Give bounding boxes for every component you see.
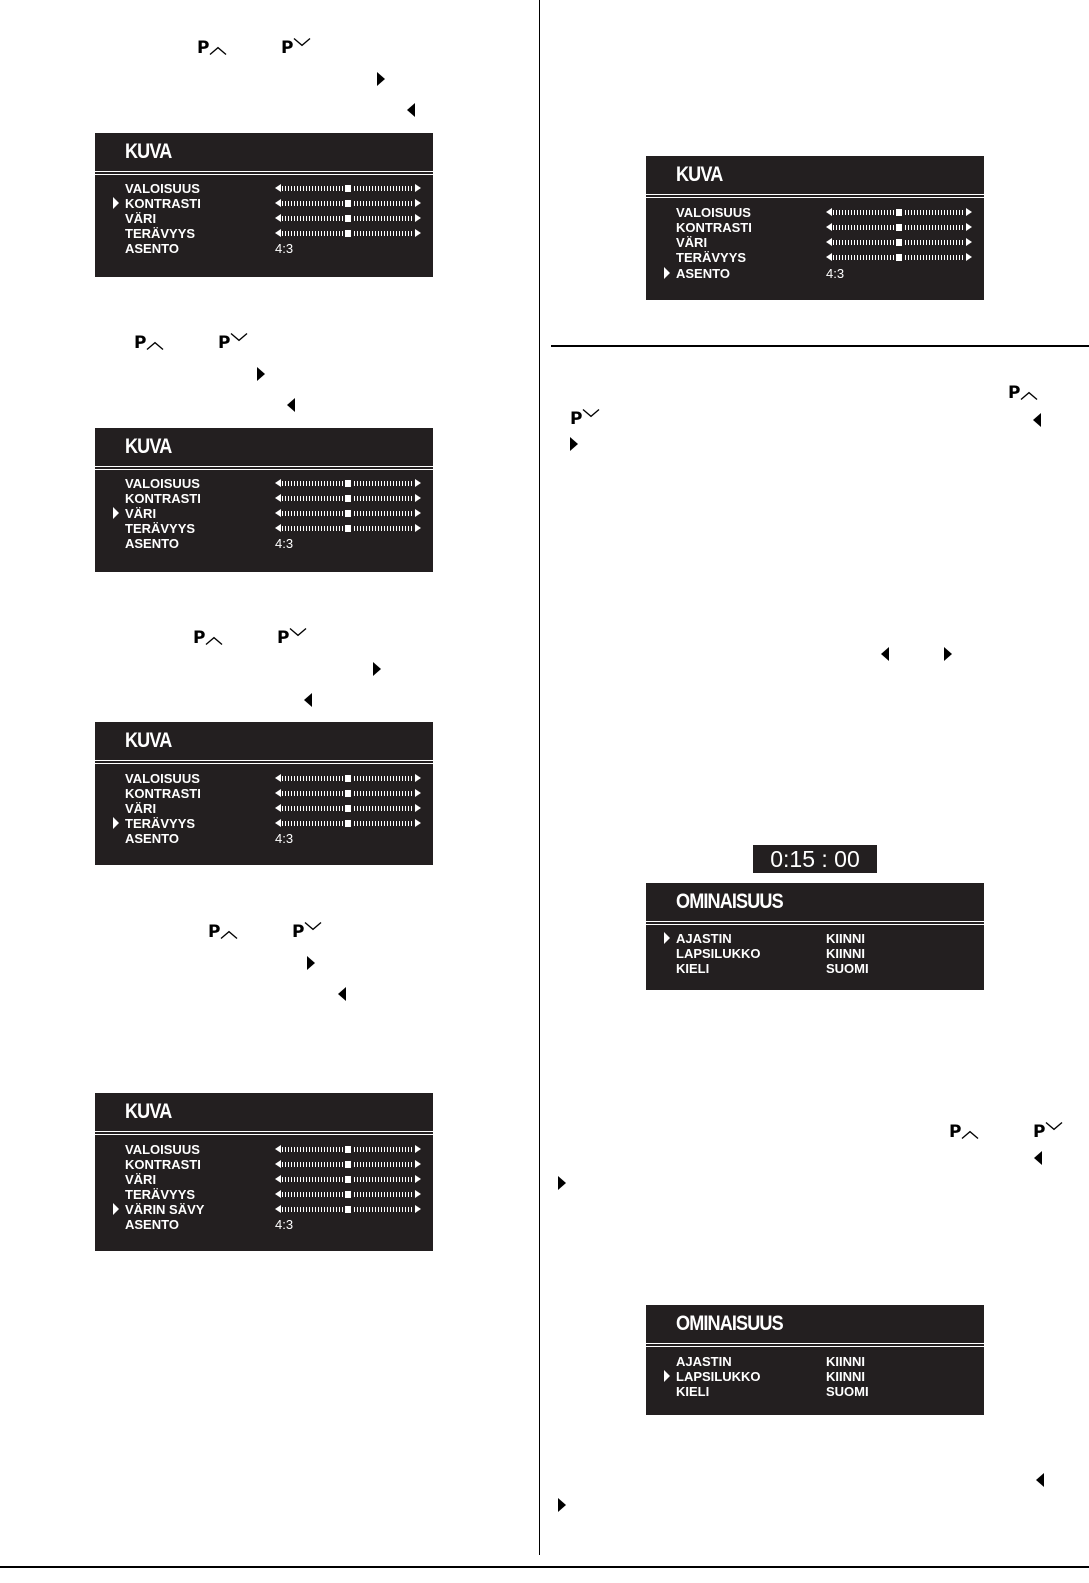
menu-title: KUVA — [125, 435, 172, 458]
menu-item-valoisuus: VALOISUUS — [125, 181, 200, 196]
section-divider — [551, 345, 1089, 347]
ajastin-value: KIINNI — [826, 931, 865, 946]
sleep-timer-display: 0:15 : 00 — [753, 845, 877, 873]
menu-title: KUVA — [125, 729, 172, 752]
slider-teravyys — [275, 819, 421, 828]
slider-knob — [344, 509, 352, 518]
arrow-right-icon — [558, 1498, 566, 1512]
ominaisuus-menu-osd — [646, 883, 984, 990]
asento-value: 4:3 — [275, 1217, 294, 1232]
slider-knob — [895, 208, 903, 217]
menu-item-vari: VÄRI — [125, 1172, 157, 1187]
arrow-left-icon — [881, 647, 889, 661]
menu-item-teravyys: TERÄVYYS — [125, 1187, 196, 1202]
arrow-left-icon — [1033, 413, 1041, 427]
slider-valoisuus — [275, 479, 421, 488]
menu-item-kontrasti: KONTRASTI — [676, 220, 752, 235]
menu-pointer-icon — [664, 932, 670, 944]
menu-item-varin-savy: VÄRIN SÄVY — [125, 1202, 205, 1217]
p-up-icon: P︿ — [193, 628, 223, 648]
slider-knob — [344, 524, 352, 533]
lapsilukko-value: KIINNI — [826, 1369, 865, 1384]
slider-knob — [344, 184, 352, 193]
arrow-right-icon — [257, 367, 265, 381]
slider-valoisuus — [275, 1145, 421, 1154]
p-down-icon: P﹀ — [570, 409, 600, 429]
menu-item-vari: VÄRI — [125, 506, 157, 521]
ominaisuus-menu-osd — [646, 1305, 984, 1415]
p-down-icon: P﹀ — [218, 333, 248, 353]
arrow-right-icon — [377, 72, 385, 86]
menu-item-lapsilukko: LAPSILUKKO — [676, 946, 761, 961]
asento-value: 4:3 — [275, 241, 294, 256]
slider-knob — [344, 199, 352, 208]
slider-knob — [344, 789, 352, 798]
slider-vari — [275, 509, 421, 518]
slider-teravyys — [275, 1190, 421, 1199]
menu-item-vari: VÄRI — [125, 211, 157, 226]
slider-valoisuus — [826, 208, 972, 217]
slider-valoisuus — [275, 184, 421, 193]
menu-pointer-icon — [113, 1203, 119, 1215]
slider-knob — [344, 804, 352, 813]
slider-knob — [895, 223, 903, 232]
menu-pointer-icon — [664, 267, 670, 279]
slider-knob — [344, 479, 352, 488]
arrow-right-icon — [570, 437, 578, 451]
arrow-right-icon — [373, 662, 381, 676]
asento-value: 4:3 — [275, 536, 294, 551]
arrow-left-icon — [338, 987, 346, 1001]
slider-vari — [275, 214, 421, 223]
asento-value: 4:3 — [275, 831, 294, 846]
menu-pointer-icon — [113, 817, 119, 829]
kuva-menu-osd — [646, 156, 984, 300]
slider-varin-savy — [275, 1205, 421, 1214]
menu-title: OMINAISUUS — [676, 1312, 783, 1335]
p-up-icon: P︿ — [197, 38, 227, 58]
page-bottom-rule — [0, 1566, 1089, 1568]
slider-knob — [344, 494, 352, 503]
menu-item-ajastin: AJASTIN — [676, 1354, 732, 1369]
slider-vari — [275, 1175, 421, 1184]
menu-item-kontrasti: KONTRASTI — [125, 786, 201, 801]
slider-teravyys — [275, 229, 421, 238]
p-up-icon: P︿ — [208, 922, 238, 942]
p-down-icon: P﹀ — [1033, 1122, 1063, 1142]
menu-item-valoisuus: VALOISUUS — [125, 1142, 200, 1157]
menu-item-ajastin: AJASTIN — [676, 931, 732, 946]
slider-knob — [344, 1145, 352, 1154]
menu-item-vari: VÄRI — [125, 801, 157, 816]
column-divider — [539, 0, 540, 1555]
slider-valoisuus — [275, 774, 421, 783]
slider-kontrasti — [275, 789, 421, 798]
slider-knob — [344, 774, 352, 783]
kuva-menu-osd — [95, 1093, 433, 1251]
menu-item-asento: ASENTO — [125, 536, 179, 551]
kuva-menu-osd — [95, 428, 433, 572]
slider-vari — [826, 238, 972, 247]
p-down-icon: P﹀ — [281, 38, 311, 58]
menu-item-valoisuus: VALOISUUS — [125, 476, 200, 491]
kuva-menu-osd — [95, 722, 433, 865]
slider-teravyys — [826, 253, 972, 262]
slider-knob — [344, 214, 352, 223]
menu-item-asento: ASENTO — [676, 266, 730, 281]
menu-pointer-icon — [113, 197, 119, 209]
menu-item-vari: VÄRI — [676, 235, 708, 250]
ajastin-value: KIINNI — [826, 1354, 865, 1369]
slider-kontrasti — [275, 199, 421, 208]
slider-knob — [344, 819, 352, 828]
arrow-left-icon — [1036, 1473, 1044, 1487]
menu-item-valoisuus: VALOISUUS — [676, 205, 751, 220]
p-down-icon: P﹀ — [277, 628, 307, 648]
menu-item-lapsilukko: LAPSILUKKO — [676, 1369, 761, 1384]
menu-item-teravyys: TERÄVYYS — [125, 521, 196, 536]
menu-item-teravyys: TERÄVYYS — [676, 250, 747, 265]
kieli-value: SUOMI — [826, 1384, 869, 1399]
kuva-menu-osd — [95, 133, 433, 277]
menu-item-kontrasti: KONTRASTI — [125, 196, 201, 211]
menu-title: KUVA — [676, 163, 723, 186]
menu-item-valoisuus: VALOISUUS — [125, 771, 200, 786]
slider-kontrasti — [275, 1160, 421, 1169]
slider-vari — [275, 804, 421, 813]
menu-item-kontrasti: KONTRASTI — [125, 1157, 201, 1172]
slider-knob — [344, 1190, 352, 1199]
p-up-icon: P︿ — [1008, 383, 1038, 403]
p-down-icon: P﹀ — [292, 922, 322, 942]
lapsilukko-value: KIINNI — [826, 946, 865, 961]
kieli-value: SUOMI — [826, 961, 869, 976]
arrow-left-icon — [407, 103, 415, 117]
slider-knob — [344, 1160, 352, 1169]
menu-item-asento: ASENTO — [125, 1217, 179, 1232]
slider-knob — [895, 253, 903, 262]
menu-item-teravyys: TERÄVYYS — [125, 226, 196, 241]
arrow-right-icon — [558, 1176, 566, 1190]
arrow-right-icon — [307, 956, 315, 970]
menu-title: KUVA — [125, 140, 172, 163]
arrow-left-icon — [1034, 1151, 1042, 1165]
menu-item-kieli: KIELI — [676, 961, 710, 976]
menu-pointer-icon — [113, 507, 119, 519]
slider-knob — [344, 1175, 352, 1184]
menu-item-kontrasti: KONTRASTI — [125, 491, 201, 506]
menu-pointer-icon — [664, 1370, 670, 1382]
arrow-left-icon — [287, 398, 295, 412]
slider-teravyys — [275, 524, 421, 533]
menu-item-asento: ASENTO — [125, 241, 179, 256]
menu-title: OMINAISUUS — [676, 890, 783, 913]
asento-value: 4:3 — [826, 266, 845, 281]
p-up-icon: P︿ — [949, 1122, 979, 1142]
slider-knob — [344, 1205, 352, 1214]
menu-item-kieli: KIELI — [676, 1384, 710, 1399]
p-up-icon: P︿ — [134, 333, 164, 353]
arrow-left-icon — [304, 693, 312, 707]
menu-item-teravyys: TERÄVYYS — [125, 816, 196, 831]
menu-title: KUVA — [125, 1100, 172, 1123]
slider-knob — [344, 229, 352, 238]
slider-kontrasti — [275, 494, 421, 503]
slider-kontrasti — [826, 223, 972, 232]
slider-knob — [895, 238, 903, 247]
menu-item-asento: ASENTO — [125, 831, 179, 846]
arrow-right-icon — [944, 647, 952, 661]
